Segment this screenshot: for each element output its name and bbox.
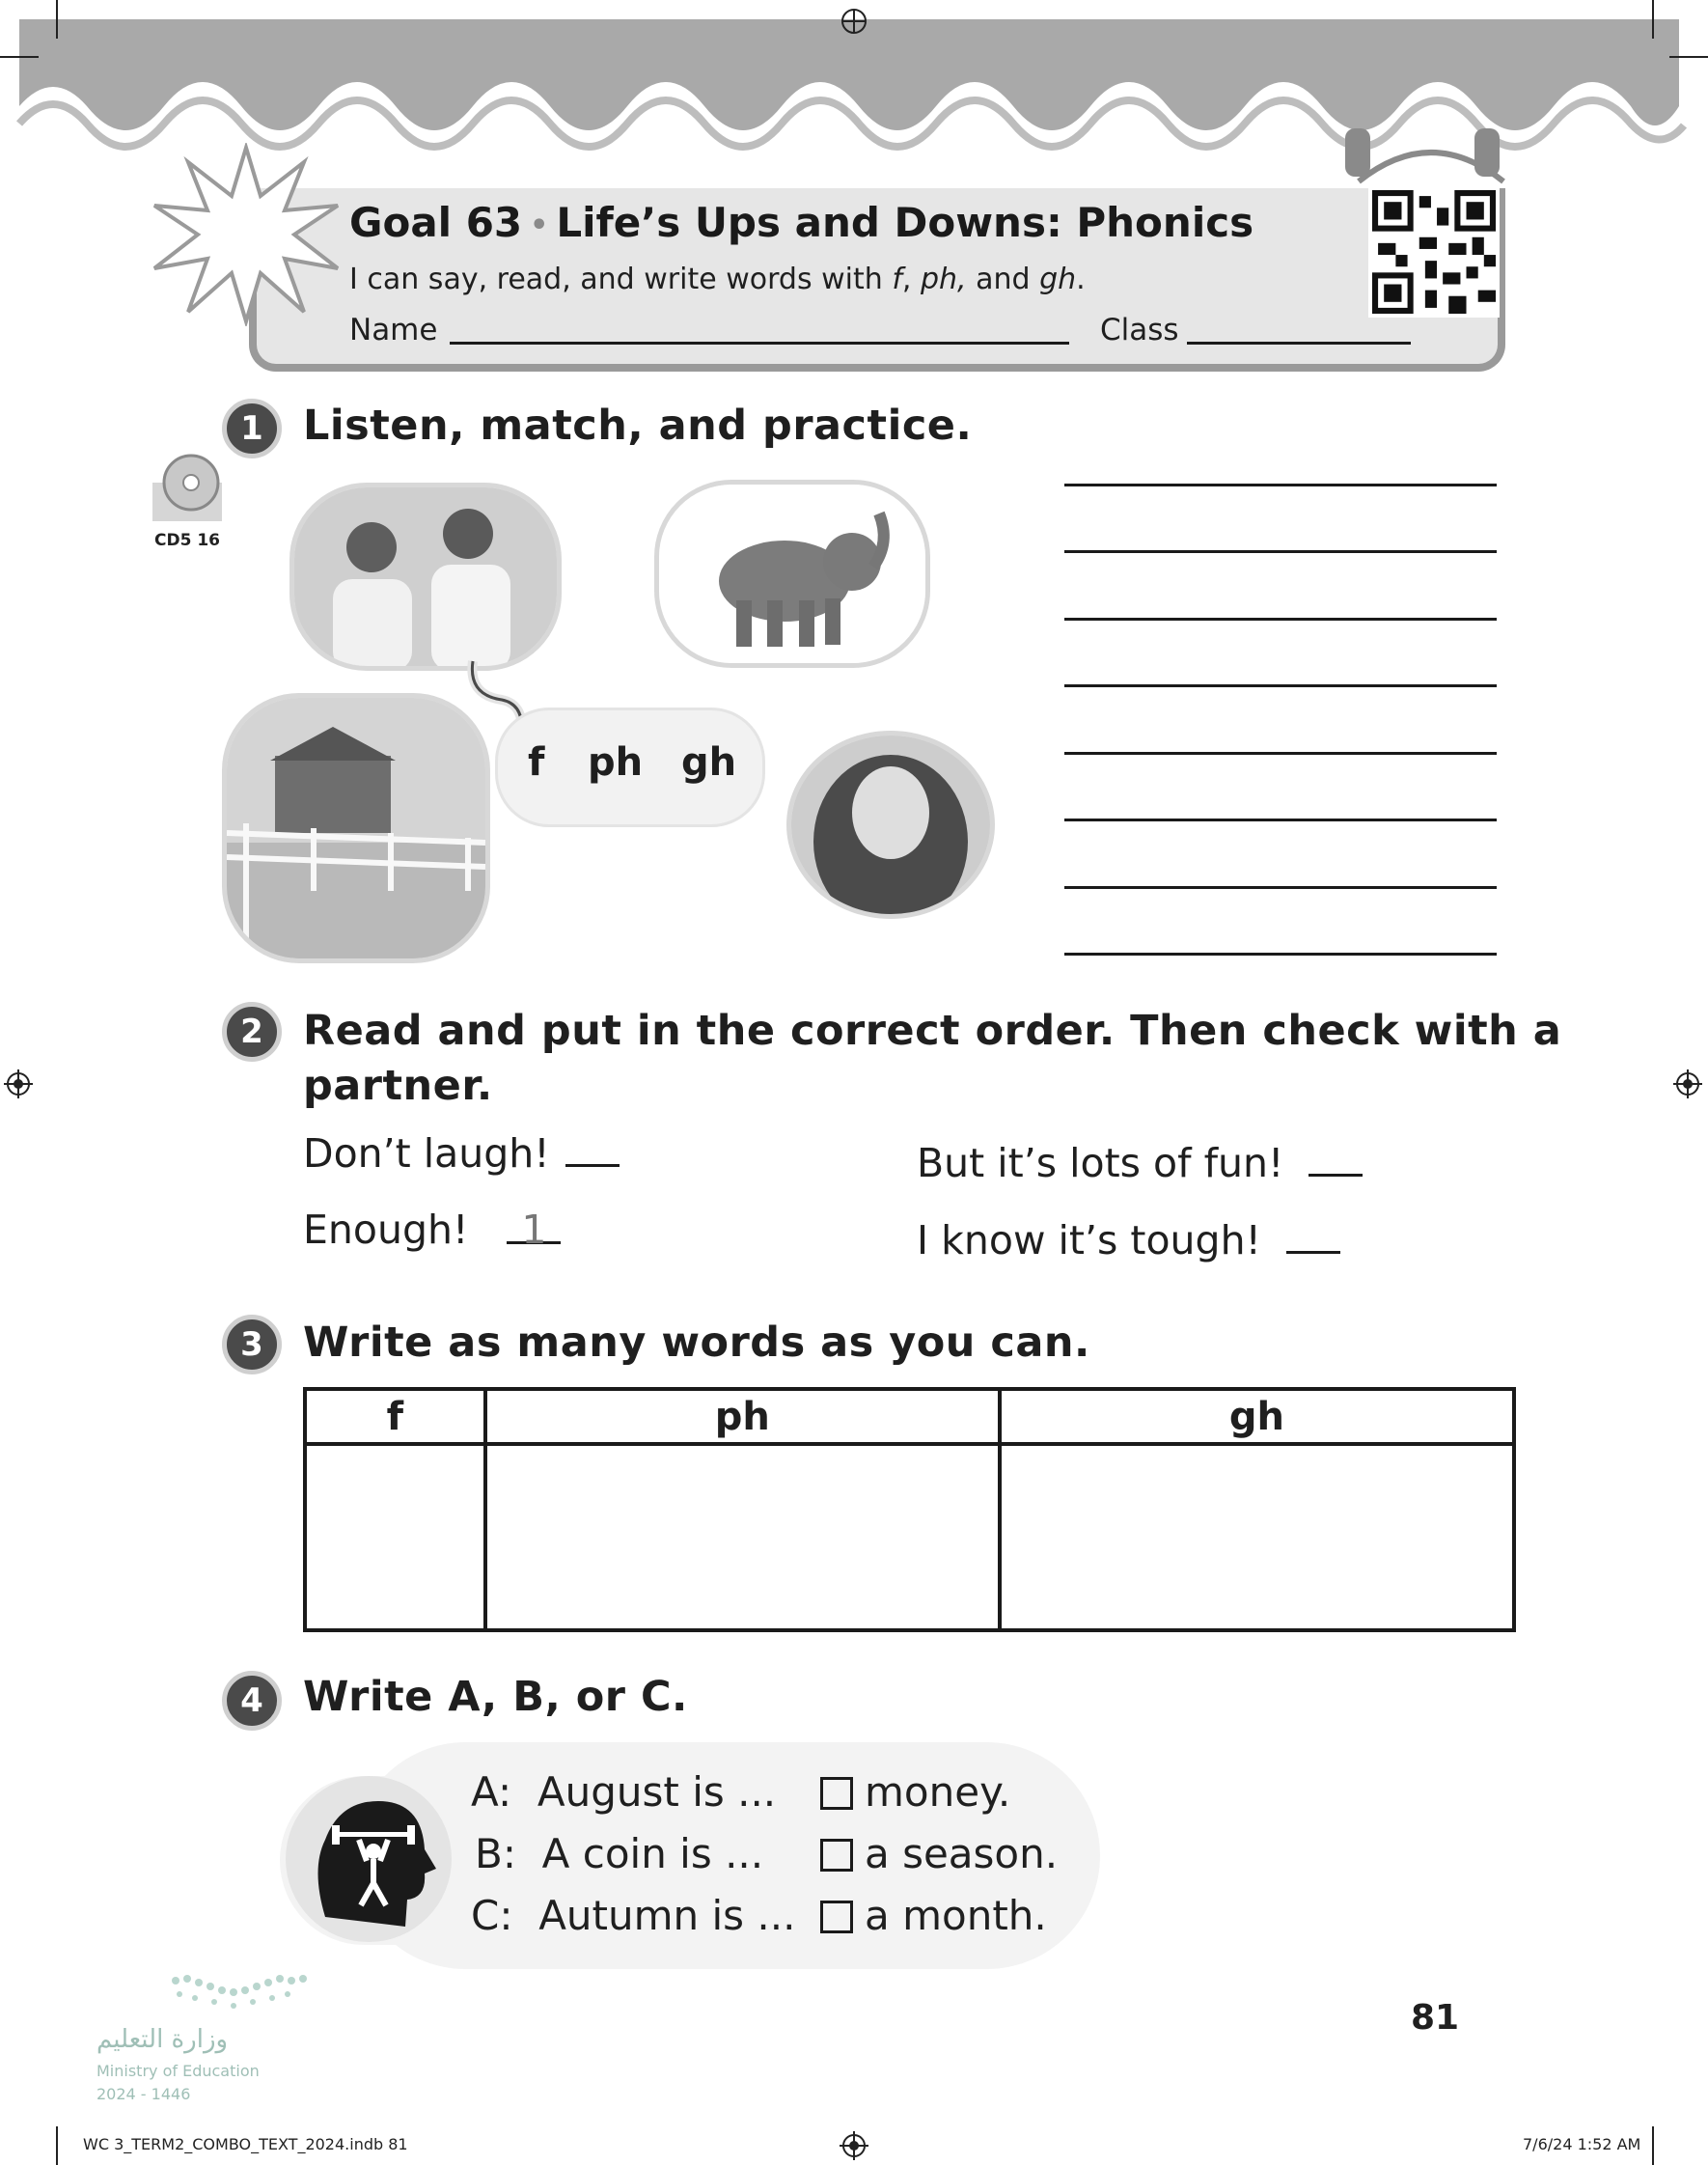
- sound-gh: gh: [681, 740, 737, 785]
- section-2-title-cont: partner.: [303, 1062, 493, 1110]
- crop-mark: [56, 0, 58, 39]
- sentence-item: Don’t laugh!: [303, 1129, 620, 1177]
- write-line[interactable]: [1064, 618, 1497, 621]
- words-cell-ph[interactable]: [485, 1444, 1000, 1630]
- section-number-3: 3: [222, 1315, 282, 1374]
- order-blank[interactable]: [1309, 1139, 1363, 1177]
- registration-mark-icon: [1673, 1069, 1702, 1098]
- column-header-ph: ph: [485, 1389, 1000, 1444]
- starburst-icon: [150, 143, 343, 326]
- section-3-title: Write as many words as you can.: [303, 1318, 1090, 1367]
- photo-farm: [222, 693, 490, 963]
- sentence-item: Enough! 1: [303, 1207, 561, 1253]
- answer-checkbox[interactable]: [820, 1839, 853, 1872]
- statement-b: B: A coin is ...: [475, 1830, 764, 1877]
- section-number-2: 2: [222, 1002, 282, 1062]
- crop-mark: [1652, 2126, 1654, 2165]
- option-money: money.: [820, 1768, 1010, 1816]
- brain-power-icon: [282, 1772, 455, 1946]
- registration-mark-icon: [4, 1069, 33, 1098]
- crop-mark: [56, 2126, 58, 2165]
- registration-mark-icon: [840, 2131, 868, 2160]
- photo-girl: [786, 731, 995, 919]
- write-line[interactable]: [1064, 752, 1497, 755]
- class-label: Class: [1100, 313, 1179, 347]
- ministry-logo-icon: [166, 1969, 320, 2017]
- answer-checkbox[interactable]: [820, 1901, 853, 1933]
- page-number: 81: [1411, 1998, 1460, 2038]
- write-line[interactable]: [1064, 550, 1497, 553]
- option-month: a month.: [820, 1892, 1047, 1939]
- goal-title: Goal 63 • Life’s Ups and Downs: Phonics: [349, 199, 1254, 246]
- sound-f: f: [528, 740, 545, 785]
- option-season: a season.: [820, 1830, 1058, 1877]
- cd-track-label: CD5 16: [154, 531, 220, 550]
- section-4-title: Write A, B, or C.: [303, 1673, 688, 1721]
- write-line[interactable]: [1064, 886, 1497, 889]
- statement-a: A: August is ...: [471, 1768, 777, 1816]
- cd-icon: [152, 454, 230, 521]
- section-2-title: Read and put in the correct order. Then check with a: [303, 1007, 1562, 1055]
- column-header-f: f: [305, 1389, 485, 1444]
- words-cell-gh[interactable]: [1000, 1444, 1514, 1630]
- ministry-english: Ministry of Education: [96, 2062, 260, 2080]
- column-header-gh: gh: [1000, 1389, 1514, 1444]
- print-timestamp: 7/6/24 1:52 AM: [1523, 2135, 1641, 2153]
- sentence-item: But it’s lots of fun!: [917, 1139, 1363, 1186]
- order-blank[interactable]: [1286, 1216, 1340, 1254]
- crop-mark: [1669, 56, 1708, 58]
- write-line[interactable]: [1064, 484, 1497, 486]
- photo-elephant: [654, 480, 930, 668]
- file-info: WC 3_TERM2_COMBO_TEXT_2024.indb 81: [83, 2135, 408, 2153]
- headphones-icon: [1339, 124, 1523, 191]
- sentence-item: I know it’s tough!: [917, 1216, 1340, 1263]
- statement-c: C: Autumn is ...: [471, 1892, 796, 1939]
- name-field[interactable]: [450, 342, 1069, 345]
- ministry-arabic: وزارة التعليم: [96, 2025, 229, 2054]
- section-number-1: 1: [222, 399, 282, 458]
- section-number-4: 4: [222, 1671, 282, 1731]
- crop-mark: [0, 56, 39, 58]
- write-line[interactable]: [1064, 819, 1497, 821]
- order-blank[interactable]: [565, 1129, 620, 1167]
- goal-objective: I can say, read, and write words with f, ph, and gh.: [349, 263, 1086, 296]
- write-line[interactable]: [1064, 953, 1497, 956]
- words-table: [303, 1387, 1516, 1632]
- words-cell-f[interactable]: [305, 1444, 485, 1630]
- photo-boys: [289, 483, 562, 671]
- class-field[interactable]: [1187, 342, 1411, 345]
- crop-mark: [1652, 0, 1654, 39]
- sound-ph: ph: [588, 740, 644, 785]
- answer-checkbox[interactable]: [820, 1777, 853, 1810]
- section-1-title: Listen, match, and practice.: [303, 402, 973, 450]
- ministry-year: 2024 - 1446: [96, 2085, 191, 2103]
- name-label: Name: [349, 313, 438, 347]
- order-blank[interactable]: 1: [507, 1207, 561, 1244]
- write-line[interactable]: [1064, 684, 1497, 687]
- qr-code-icon[interactable]: [1368, 186, 1500, 318]
